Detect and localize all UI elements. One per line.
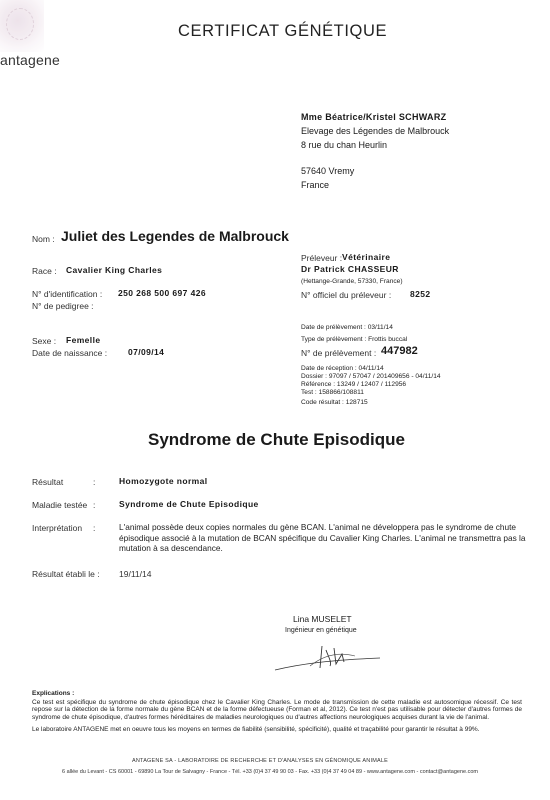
sample-date: Date de prélèvement : 03/11/14 (301, 324, 393, 331)
sampler-address: (Hettange-Grande, 57330, France) (301, 278, 403, 285)
signer-title: Ingénieur en génétique (285, 627, 357, 634)
footer-contact: 6 allée du Levant - CS 60001 - 69890 La Tour de Salvagny - France - Tél. +33 (0)4 37 49 90 03 - Fax. +33 (0)4 37 49 04 89 - www.antagene.com - contact@antagene.com (62, 769, 478, 775)
id-label: N° d'identification : (32, 289, 103, 299)
race-label: Race : (32, 266, 57, 276)
official-value: 8252 (410, 289, 431, 299)
name-label: Nom : (32, 234, 55, 244)
sample-number-label: N° de prélèvement : (301, 348, 377, 358)
sampler-name: Dr Patrick CHASSEUR (301, 264, 399, 274)
result-label: Résultat (32, 477, 64, 487)
id-value: 250 268 500 697 426 (118, 288, 206, 298)
antagene-logo: antagene (0, 52, 60, 68)
explanations-text1: Ce test est spécifique du syndrome de chute épisodique chez le Cavalier King Charles. Le mode de transmission de cette maladie est autosomique récessif. Ce test repose sur la détection de la forme normale du gène BCAN et de la forme défectueuse (Forman et al, 2012). Ce test n'est pas utilisable pour détecter d'autres formes de syndrome de chute épisodique, d'autres formes héréditaires de maladies neurologiques ou d'autres affections neurologiques acquises durant la vie de l'animal. (32, 698, 522, 721)
recipient-country: France (301, 180, 330, 190)
interpretation-text: L'animal possède deux copies normales du gène BCAN. L'animal ne développera pas le syndrome de chute épisodique associé à la mutation de BCAN spécifique du Cavalier King Charles. L'animal ne transmettra pas la mutation à sa descendance. (119, 522, 526, 553)
interpretation-label: Interprétation (32, 523, 83, 533)
test-section-title: Syndrome de Chute Episodique (148, 430, 405, 449)
explanations-block (32, 690, 522, 734)
result-colon: : (93, 477, 96, 487)
footer-lab-name: ANTAGENE SA - LABORATOIRE DE RECHERCHE ET D'ANALYSES EN GÉNOMIQUE ANIMALE (132, 758, 388, 764)
result-value: Homozygote normal (119, 476, 208, 486)
handwritten-signature (270, 636, 390, 676)
animal-name: Juliet des Legendes de Malbrouck (61, 228, 289, 244)
signer-name: Lina MUSELET (293, 614, 352, 624)
sex-value: Femelle (66, 335, 101, 345)
disease-label: Maladie testée (32, 500, 88, 510)
recipient-line3: 57640 Vremy (301, 166, 355, 176)
race-value: Cavalier King Charles (66, 265, 163, 275)
certificate-title: CERTIFICAT GÉNÉTIQUE (178, 22, 388, 40)
official-label: N° officiel du préleveur : (301, 290, 392, 300)
pedigree-label: N° de pedigree : (32, 301, 94, 311)
sample-type: Type de prélèvement : Frottis buccal (301, 336, 408, 343)
decorative-stamp (0, 0, 44, 52)
sampler-type: Vétérinaire (342, 252, 391, 262)
sex-label: Sexe : (32, 336, 57, 346)
reference: Référence : 13249 / 12407 / 112956 (301, 381, 407, 388)
birth-value: 07/09/14 (128, 347, 165, 357)
established-label: Résultat établi le : (32, 569, 100, 579)
sample-number: 447982 (381, 345, 418, 357)
birth-label: Date de naissance : (32, 348, 108, 358)
disease-value: Syndrome de Chute Episodique (119, 499, 259, 509)
recipient-name: Mme Béatrice/Kristel SCHWARZ (301, 112, 447, 122)
disease-colon: : (93, 500, 96, 510)
reception-date: Date de réception : 04/11/14 (301, 365, 384, 372)
recipient-line1: Elevage des Légendes de Malbrouck (301, 126, 450, 136)
result-code: Code résultat : 128715 (301, 399, 368, 406)
recipient-line2: 8 rue du chan Heurlin (301, 140, 388, 150)
explanations-heading: Explications : (32, 690, 75, 697)
explanations-text2: Le laboratoire ANTAGENE met en oeuvre tous les moyens en termes de fiabilité (sensibilité, spécificité), qualité et traçabilité pour garantir le résultat à 99%. (32, 726, 480, 734)
test-id: Test : 158866/108811 (301, 389, 364, 396)
dossier: Dossier : 97097 / 57047 / 201409656 - 04/11/14 (301, 373, 441, 380)
sampler-label: Préleveur : (301, 253, 343, 263)
interpretation-colon: : (93, 523, 96, 533)
established-date: 19/11/14 (119, 569, 152, 579)
